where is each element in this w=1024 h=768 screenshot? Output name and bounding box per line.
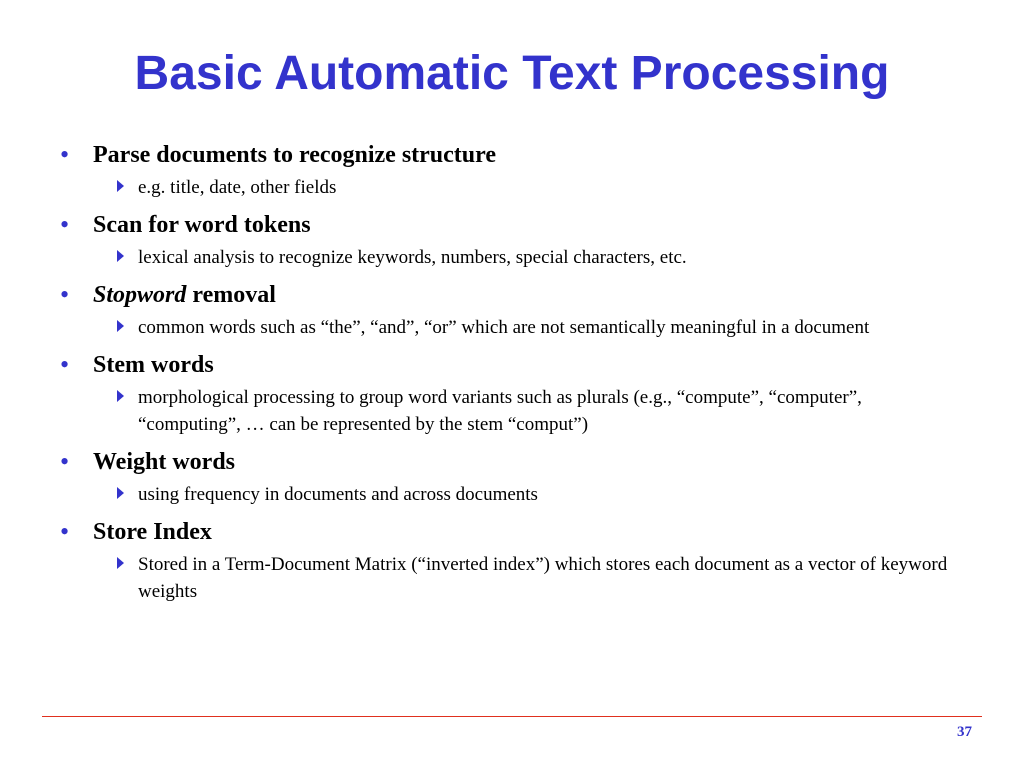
sub-item-text: common words such as “the”, “and”, “or” which are not semantically meaningful in a document — [138, 317, 870, 338]
bullet-label-rest: removal — [186, 282, 276, 308]
bullet-dot-icon: • — [60, 210, 70, 239]
sub-item-weight — [60, 481, 960, 508]
page-number: 37 — [957, 724, 972, 740]
bullet-item-parse — [60, 138, 960, 172]
sub-item-text: morphological processing to group word variants such as plurals (e.g., “compute”, “computer”, “computing”, … can be represented by the stem “comput”) — [138, 387, 862, 435]
bullet-label: Store Index — [93, 519, 212, 545]
triangle-right-icon — [117, 557, 124, 569]
bullet-label: Weight words — [93, 449, 236, 475]
triangle-right-icon — [117, 250, 124, 262]
sub-item-text: lexical analysis to recognize keywords, numbers, special characters, etc. — [138, 247, 687, 268]
triangle-right-icon — [117, 180, 124, 192]
sub-item-stem — [60, 384, 960, 438]
triangle-right-icon — [117, 390, 124, 402]
sub-item-store — [60, 551, 960, 605]
sub-item-text: using frequency in documents and across documents — [138, 484, 538, 505]
bullet-label: Parse documents to recognize structure — [93, 142, 497, 168]
slide-title: Basic Automatic Text Processing — [134, 47, 890, 100]
triangle-right-icon — [117, 320, 124, 332]
bullet-item-stem — [60, 348, 960, 382]
sub-item-scan — [60, 244, 960, 271]
bullet-label: Stem words — [93, 352, 214, 378]
sub-item-stopword — [60, 314, 960, 341]
bullet-dot-icon: • — [60, 280, 70, 309]
bullet-label: Scan for word tokens — [93, 212, 311, 238]
bullet-dot-icon: • — [60, 447, 70, 476]
bullet-item-stopword — [60, 278, 960, 312]
triangle-right-icon — [117, 487, 124, 499]
bullet-label — [93, 278, 960, 312]
bullet-dot-icon: • — [60, 517, 70, 546]
bullet-item-scan — [60, 208, 960, 242]
sub-item-text: Stored in a Term-Document Matrix (“inverted index”) which stores each document as a vector of keyword weights — [138, 554, 948, 602]
sub-item-text: e.g. title, date, other fields — [138, 177, 337, 198]
bullet-item-weight — [60, 445, 960, 479]
footer-divider — [42, 716, 982, 717]
bullet-label-italic: Stopword — [93, 282, 187, 308]
sub-item-parse — [60, 174, 960, 201]
bullet-list — [60, 138, 960, 612]
bullet-dot-icon: • — [60, 140, 70, 169]
bullet-item-store — [60, 515, 960, 549]
bullet-dot-icon: • — [60, 350, 70, 379]
